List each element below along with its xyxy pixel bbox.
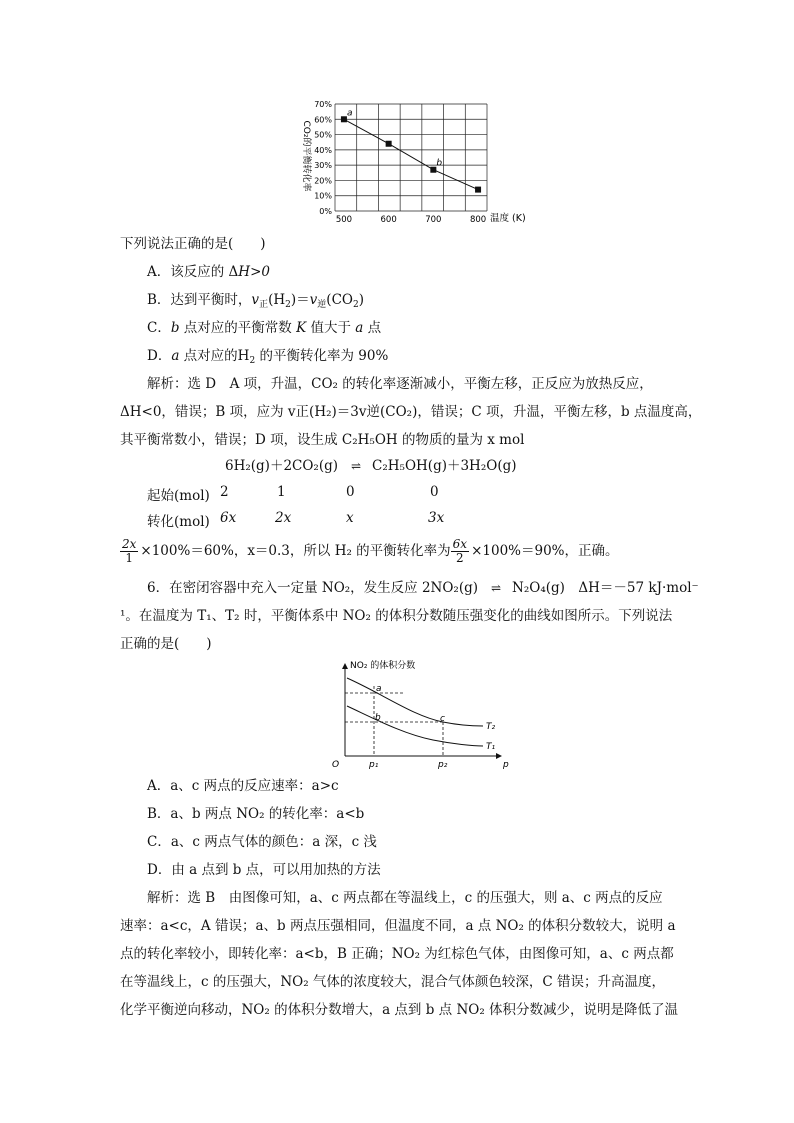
no2-fraction-chart xyxy=(333,656,523,771)
q5-analysis-line-2 xyxy=(120,402,701,422)
row-converted-cell: x xyxy=(346,510,354,526)
point-label: b xyxy=(436,158,443,169)
option-text: H>0 xyxy=(238,264,270,280)
option-text: a xyxy=(171,348,180,364)
option-text: b xyxy=(170,320,180,336)
y-axis-label: CO₂的平衡转化率 xyxy=(301,120,311,192)
x-tick-label: 500 xyxy=(335,215,353,225)
data-point xyxy=(475,187,481,193)
subscript: 2 xyxy=(352,300,359,310)
curve-t2 xyxy=(347,678,483,726)
point-c-label: c xyxy=(440,714,445,724)
point-b-label: b xyxy=(375,713,381,723)
data-point xyxy=(386,141,392,147)
numerator: 2x xyxy=(122,537,137,551)
y-tick-label: 20% xyxy=(314,176,332,186)
x-tick-label: 800 xyxy=(469,215,487,225)
option-text: 点对应的平衡常数 xyxy=(179,320,297,336)
option-text: v xyxy=(309,292,318,308)
y-tick-label: 30% xyxy=(314,161,332,171)
x-tick-label: 700 xyxy=(425,215,442,225)
reaction-equation xyxy=(225,456,517,476)
x-axis-label: p xyxy=(503,760,509,770)
q6-stem-line-2: ¹。在温度为 T₁、T₂ 时，平衡体系中 NO₂ 的体积分数随压强变化的曲线如图所示。下列说法 xyxy=(120,608,673,624)
row-initial-cell: 2 xyxy=(220,484,229,500)
y-tick-label: 70% xyxy=(314,100,332,109)
delta-symbol: Δ xyxy=(228,264,239,280)
subscript: 2 xyxy=(249,356,256,366)
equation-left: 6H₂(g)＋2CO₂(g) xyxy=(225,458,339,474)
point-label: a xyxy=(346,108,353,119)
option-text: 的平衡转化率为 90% xyxy=(255,348,389,364)
row-initial-label: 起始(mol) xyxy=(147,488,210,504)
q6-option-d: D．由 a 点到 b 点，可以用加热的方法 xyxy=(147,862,381,878)
x-axis-label: 温度 (K) xyxy=(490,213,526,224)
numerator: 6x xyxy=(452,537,468,551)
option-label: A．该反应的 xyxy=(147,264,229,280)
row-converted-cell: 2x xyxy=(275,510,292,526)
row-converted-label: 转化(mol) xyxy=(147,514,210,530)
y-tick-label: 60% xyxy=(314,115,332,125)
option-label: C． xyxy=(147,320,171,336)
y-tick-label: 50% xyxy=(314,130,332,140)
q6-option-a: A．a、c 两点的反应速率：a>c xyxy=(147,778,339,794)
y-tick-label: 10% xyxy=(314,191,332,201)
calc-text: ×100%＝60%，x＝0.3，所以 H₂ 的平衡转化率为 xyxy=(140,543,451,559)
t2-label: T₂ xyxy=(486,722,496,732)
option-text: 值大于 xyxy=(306,320,356,336)
q5-option-b xyxy=(147,290,364,315)
denominator: 1 xyxy=(125,551,134,565)
q6-option-b: B．a、b 两点 NO₂ 的转化率：a<b xyxy=(147,806,365,822)
equilibrium-arrow-icon: ⇌ xyxy=(351,459,360,473)
row-converted-cell: 6x xyxy=(220,510,237,526)
q5-stem: 下列说法正确的是( ) xyxy=(120,236,266,252)
row-initial-cell: 0 xyxy=(430,484,439,500)
option-label: D． xyxy=(147,348,172,364)
co2-conversion-chart xyxy=(290,96,550,236)
option-text: (H xyxy=(268,292,286,308)
subscript: 逆 xyxy=(317,300,327,310)
chart-grid xyxy=(335,104,487,211)
option-text: (CO xyxy=(326,292,353,308)
subscript: 2 xyxy=(285,300,291,310)
p2-label: p₂ xyxy=(438,760,448,770)
delta-symbol: Δ xyxy=(120,404,130,420)
row-converted-cell: 3x xyxy=(428,510,445,526)
q5-analysis-line-1: 解析：选 D A 项，升温，CO₂ 的转化率逐渐减小，平衡左移，正反应为放热反应， xyxy=(147,376,653,392)
q5-option-d xyxy=(147,346,388,371)
q6-analysis-line-5: 化学平衡逆向移动，NO₂ 的体积分数增大，a 点到 b 点 NO₂ 体积分数减少，说明是降低了温 xyxy=(120,1002,679,1018)
origin-label: O xyxy=(332,760,340,770)
y-axis-label: NO₂ 的体积分数 xyxy=(350,661,416,671)
q5-option-c xyxy=(147,318,381,338)
calculation-line xyxy=(120,538,619,565)
equation-right: C₂H₅OH(g)＋3H₂O(g) xyxy=(372,458,517,474)
q5-analysis-line-3: 其平衡常数小，错误；D 项，设生成 C₂H₅OH 的物质的量为 x mol xyxy=(120,432,525,448)
option-text: ) xyxy=(358,292,364,308)
q6-analysis-line-4: 在等温线上，c 的压强大，NO₂ 气体的浓度较大，混合气体颜色较深，C 错误；升高温度， xyxy=(120,974,666,990)
q6-stem-line-3: 正确的是( ) xyxy=(120,636,212,652)
fraction xyxy=(120,538,138,565)
q5-option-a xyxy=(147,262,270,282)
t1-label: T₁ xyxy=(486,742,496,752)
option-text: a xyxy=(355,320,364,336)
point-a-label: a xyxy=(376,684,382,694)
stem-text: 6．在密闭容器中充入一定量 NO₂，发生反应 2NO₂(g) xyxy=(147,580,479,596)
q6-analysis-line-3: 点的转化率较小，即转化率：a<b，B 正确；NO₂ 为红棕色气体，由图像可知，a、c 两点都 xyxy=(120,946,674,962)
x-tick-label: 600 xyxy=(380,215,397,225)
data-line xyxy=(344,119,478,189)
stem-text: N₂O₄(g) ΔH＝－57 kJ·mol⁻ xyxy=(512,580,699,596)
analysis-text: H<0，错误；B 项，应为 v正(H₂)＝3v逆(CO₂)，错误；C 项，升温，平衡左移，b 点温度高， xyxy=(129,404,702,420)
equilibrium-arrow-icon: ⇌ xyxy=(491,581,500,595)
q6-option-c: C．a、c 两点气体的颜色：a 深，c 浅 xyxy=(147,834,377,850)
denominator: 2 xyxy=(456,551,464,565)
option-label: B．达到平衡时， xyxy=(147,292,252,308)
y-tick-label: 40% xyxy=(314,145,332,155)
row-initial-cell: 0 xyxy=(346,484,355,500)
q6-analysis-line-1: 解析：选 B 由图像可知，a、c 两点都在等温线上，c 的压强大，则 a、c 两点的反应 xyxy=(147,890,663,906)
data-points xyxy=(341,108,481,192)
subscript: 正 xyxy=(259,300,269,310)
option-text: v xyxy=(251,292,260,308)
option-text: )＝ xyxy=(290,292,310,308)
option-text: 点对应的H xyxy=(179,348,250,364)
q6-analysis-line-2: 速率：a<c，A 错误；a、b 两点压强相同，但温度不同，a 点 NO₂ 的体积分数较大，说明 a xyxy=(120,918,676,934)
y-tick-label: 0% xyxy=(319,207,332,216)
option-text: 点 xyxy=(363,320,382,336)
q6-stem-line-1 xyxy=(147,578,699,598)
p1-label: p₁ xyxy=(369,760,379,770)
row-initial-cell: 1 xyxy=(277,484,286,500)
option-text: K xyxy=(296,320,307,336)
calc-text: ×100%＝90%，正确。 xyxy=(471,543,619,559)
fraction xyxy=(451,538,469,565)
